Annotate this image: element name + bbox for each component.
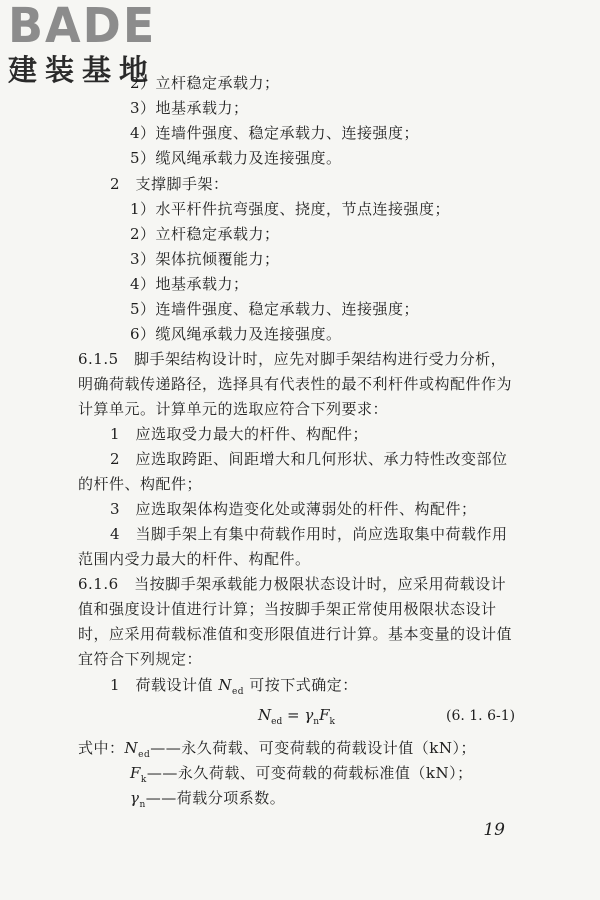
text-line: 计算单元。计算单元的选取应符合下列要求： (78, 400, 389, 418)
watermark-logo: BADE (8, 0, 157, 54)
text-line: 4 当脚手架上有集中荷载作用时，尚应选取集中荷载作用 (110, 525, 508, 543)
text-line: 1 应选取受力最大的杆件、构配件； (110, 425, 369, 443)
text-line: 的杆件、构配件； (78, 475, 203, 493)
text-line: 6）缆风绳承载力及连接强度。 (130, 325, 342, 343)
text-line: 3）地基承载力； (130, 99, 249, 117)
page-number: 19 (483, 820, 505, 840)
clause-6-1-6: 6.1.6 当按脚手架承载能力极限状态设计时，应采用荷载设计 (78, 575, 507, 593)
text-line: 2）立杆稳定承载力； (130, 225, 280, 243)
text-line: 4）地基承载力； (130, 275, 249, 293)
text-line: 4）连墙件强度、稳定承载力、连接强度； (130, 124, 420, 142)
equation-number: (6. 1. 6-1) (446, 708, 516, 724)
text-line: 宜符合下列规定： (78, 650, 203, 668)
clause-6-1-5: 6.1.5 脚手架结构设计时，应先对脚手架结构进行受力分析， (78, 350, 507, 368)
text-line: 1）水平杆件抗弯强度、挠度，节点连接强度； (130, 200, 451, 218)
text-line: 3）架体抗倾覆能力； (130, 250, 280, 268)
text-line: 2 应选取跨距、间距增大和几何形状、承力特性改变部位 (110, 450, 508, 468)
text-line: 时，应采用荷载标准值和变形限值进行计算。基本变量的设计值 (78, 625, 513, 643)
text-line: 5）缆风绳承载力及连接强度。 (130, 149, 342, 167)
text-line: 明确荷载传递路径，选择具有代表性的最不利杆件或构配件作为 (78, 375, 513, 393)
text-line: 5）连墙件强度、稳定承载力、连接强度； (130, 300, 420, 318)
text-line: 3 应选取架体构造变化处或薄弱处的杆件、构配件； (110, 500, 477, 518)
text-line: 2 支撑脚手架： (110, 175, 229, 193)
legend-row: $F_k——$永久荷载、可变荷载的荷载标准值（kN）； (130, 764, 473, 785)
watermark-subtitle: 建装基地 (8, 53, 157, 87)
formula-6-1-6-1: $N_{ed} = \gamma_nF_k$ (258, 706, 335, 727)
legend-row: 式中：$N_{ed}——$永久荷载、可变荷载的荷载设计值（kN）； (78, 739, 476, 760)
item-1-design-value: 1 荷载设计值 $N_{ed}$ 可按下式确定： (110, 676, 358, 697)
text-line: 范围内受力最大的杆件、构配件。 (78, 550, 311, 568)
text-line: 2）立杆稳定承载力； (130, 74, 280, 92)
text-line: 值和强度设计值进行计算；当按脚手架正常使用极限状态设计 (78, 600, 497, 618)
legend-row: $\gamma_n——$荷载分项系数。 (130, 789, 286, 810)
